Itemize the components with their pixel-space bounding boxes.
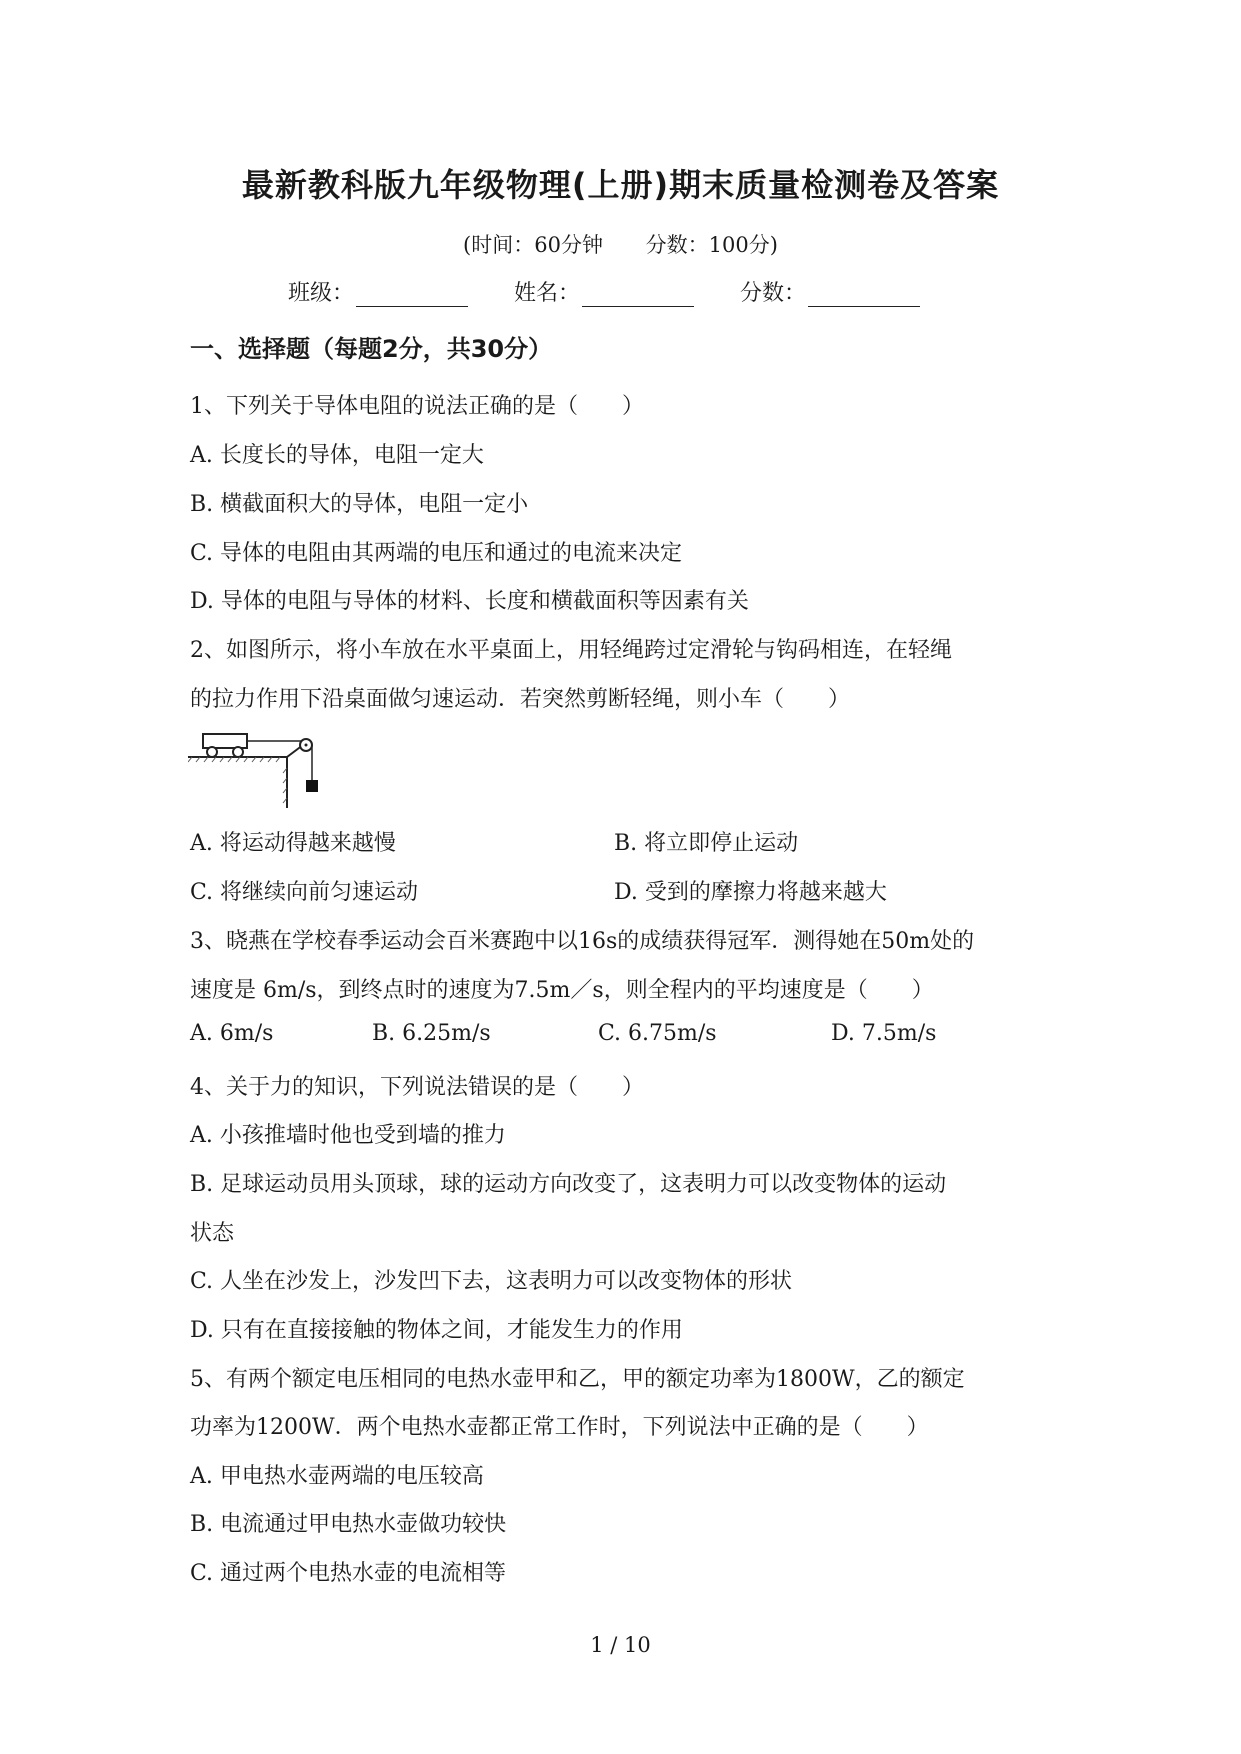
q1-stem: 1、下列关于导体电阻的说法正确的是（ ） <box>190 394 644 419</box>
student-info-fields <box>288 276 920 307</box>
q1-option-d: D. 导体的电阻与导体的材料、长度和横截面积等因素有关 <box>190 589 749 614</box>
q4-option-a: A. 小孩推墙时他也受到墙的推力 <box>190 1123 506 1148</box>
q1-option-c: C. 导体的电阻由其两端的电压和通过的电流来决定 <box>190 541 683 566</box>
cart-wheel <box>207 747 217 757</box>
q4-option-b-line2: 状态 <box>190 1221 235 1246</box>
q5-option-b: B. 电流通过甲电热水壶做功较快 <box>190 1512 507 1537</box>
exam-score: 分数：100分) <box>645 233 778 257</box>
score-label: 分数： <box>740 281 807 306</box>
q2-stem-line1: 2、如图所示，将小车放在水平桌面上，用轻绳跨过定滑轮与钩码相连，在轻绳 <box>190 638 952 663</box>
q4-option-d: D. 只有在直接接触的物体之间，才能发生力的作用 <box>190 1318 683 1343</box>
name-label: 姓名： <box>514 281 581 306</box>
q5-stem-line1: 5、有两个额定电压相同的电热水壶甲和乙，甲的额定功率为1800W，乙的额定 <box>190 1367 965 1392</box>
q5-stem-line2: 功率为1200W．两个电热水壶都正常工作时，下列说法中正确的是（ ） <box>190 1415 929 1440</box>
score-field[interactable] <box>740 276 920 307</box>
q2-option-a: A. 将运动得越来越慢 <box>190 831 396 856</box>
q2-option-b: B. 将立即停止运动 <box>614 831 799 856</box>
q3-stem-line2: 速度是 6m/s，到终点时的速度为7.5m／s，则全程内的平均速度是（ ） <box>190 978 934 1003</box>
q3-option-b: B. 6.25m/s <box>372 1021 491 1046</box>
class-blank[interactable] <box>356 282 468 307</box>
class-field[interactable] <box>288 276 468 307</box>
q5-option-c: C. 通过两个电热水壶的电流相等 <box>190 1561 507 1586</box>
name-blank[interactable] <box>582 282 694 307</box>
q4-stem: 4、关于力的知识，下列说法错误的是（ ） <box>190 1075 644 1100</box>
q1-option-a: A. 长度长的导体，电阻一定大 <box>190 443 484 468</box>
q2-option-c: C. 将继续向前匀速运动 <box>190 880 419 905</box>
q4-option-b-line1: B. 足球运动员用头顶球，球的运动方向改变了，这表明力可以改变物体的运动 <box>190 1172 947 1197</box>
class-label: 班级： <box>288 281 355 306</box>
q1-option-b: B. 横截面积大的导体，电阻一定小 <box>190 492 529 517</box>
page-number: 1 / 10 <box>590 1633 651 1657</box>
cart-pulley-diagram <box>188 728 338 808</box>
name-field[interactable] <box>514 276 694 307</box>
cart-wheel <box>233 747 243 757</box>
exam-time: (时间：60分钟 <box>463 233 603 257</box>
hook-weight <box>306 780 318 792</box>
q4-option-c: C. 人坐在沙发上，沙发凹下去，这表明力可以改变物体的形状 <box>190 1269 793 1294</box>
section-heading: 一、选择题（每题2分，共30分） <box>190 335 553 363</box>
q3-option-d: D. 7.5m/s <box>831 1021 937 1046</box>
exam-info <box>0 229 1241 259</box>
q2-stem-line2: 的拉力作用下沿桌面做匀速运动．若突然剪断轻绳，则小车（ ） <box>190 687 851 712</box>
q3-option-a: A. 6m/s <box>190 1021 274 1046</box>
q5-option-a: A. 甲电热水壶两端的电压较高 <box>190 1464 484 1489</box>
score-blank[interactable] <box>808 282 920 307</box>
cart-body <box>203 734 247 748</box>
document-title: 最新教科版九年级物理(上册)期末质量检测卷及答案 <box>241 166 1000 204</box>
q2-option-d: D. 受到的摩擦力将越来越大 <box>614 880 887 905</box>
q3-stem-line1: 3、晓燕在学校春季运动会百米赛跑中以16s的成绩获得冠军．测得她在50m处的 <box>190 929 975 954</box>
q3-option-c: C. 6.75m/s <box>598 1021 717 1046</box>
